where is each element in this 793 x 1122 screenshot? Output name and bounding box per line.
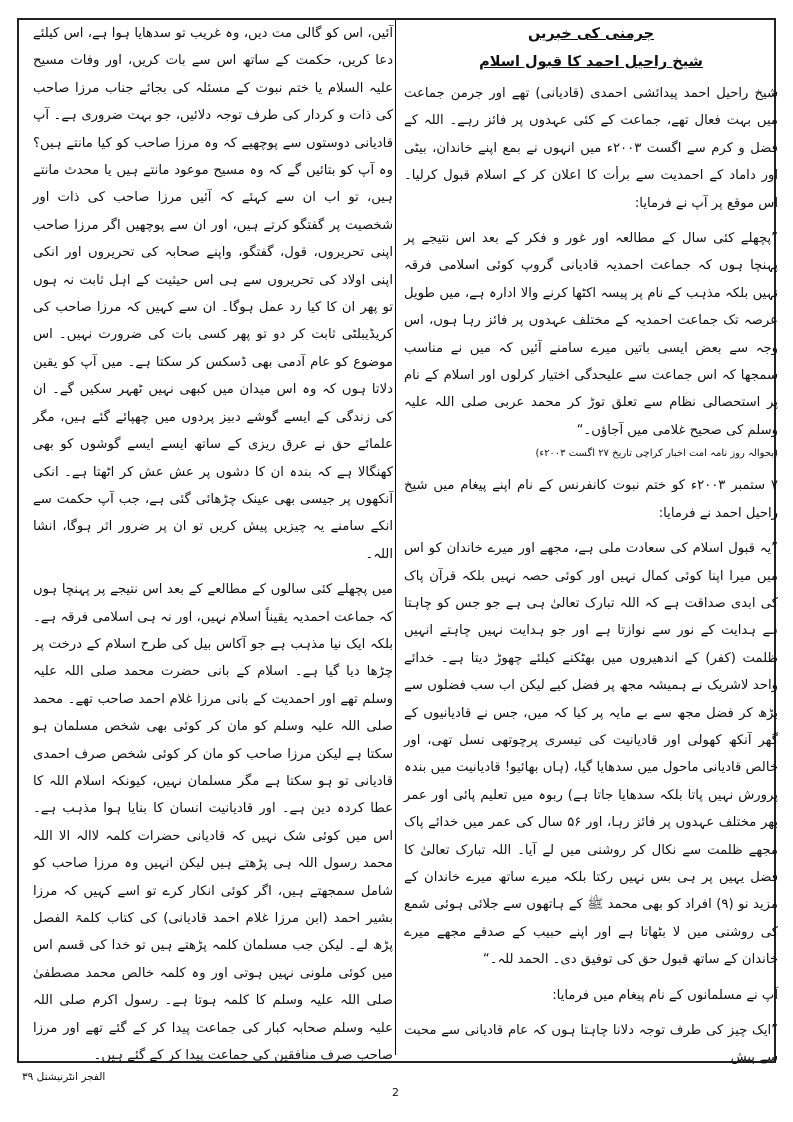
section-heading: آپ نے مسلمانوں کے نام پیغام میں فرمایا: [552,987,778,1003]
quote-citation: (بحوالہ روز نامہ امت اخبار کراچی تاریخ ۲۷ اگست ۲۰۰۳ء) [535,448,778,460]
article-title: جرمنی کی خبریں [527,26,655,42]
intro-paragraph: شیخ راحیل احمد پیدائشی احمدی (قادیانی) تھے اور جرمن جماعت میں بہت فعال تھے، جماعت کے کئی عہدوں پر فائز رہے۔ اللہ کے فضل و کرم سے اگست ۲۰۰۳ء میں انہوں نے بمع اپنے خاندان، بیٹی اور داماد کے احمدیت سے برأت کا اعلان کر کے اسلام قبول کرلیا۔ اس موقع پر آپ نے فرمایا: [404,86,778,211]
quote-paragraph: ”یہ قبول اسلام کی سعادت ملی ہے، مجھے اور میرے خاندان کو اس میں میرا اپنا کوئی کمال نہیں اور کوئی حصہ نہیں بلکہ قرآن پاک کی ابدی صداقت ہے کہ اللہ تبارک تعالیٰ ہی ہے جو جس کو چاہتا ہے ہدایت کے نور سے نوازتا ہے اور جو ہدایت نہیں چاہتے انہیں ظلمت (کفر) کے اندھیروں میں بھٹکنے کیلئے چھوڑ دیتا ہے۔ خدائے واحد لاشریک نے ہمیشہ مجھ پر فضل کیے لیکن اب سب فضلوں سے بڑھ کر فضل مجھ سے بے مایہ پر کیا کہ میں، جس نے قادیانیوں کے گھر آنکھ کھولی اور قادیانیت کی تیسری پرچوتھی نسل تھی، اور خالص قادیانی ماحول میں سدھایا گیا، (ہاں بھائیو! قادیانیت میں بندہ پرورش نہیں پاتا بلکہ سدھایا جاتا ہے) ربوہ میں تعلیم پائی اور عمر بھر مختلف عہدوں پر فائز رہا، اور ۵۶ سال کی عمر میں خدائے پاک مجھے ظلمت سے نکال کر روشنی میں لے آیا۔ اللہ تبارک تعالیٰ کا فضل یہیں پر ہی بس نہیں رکتا بلکہ میرے ساتھ میرے خاندان کے مزید نو (۹) افراد کو بھی محمد ﷺ کے ہاتھوں سے جلائی ہوئی شمع کی روشنی میں لا بٹھاتا ہے اور اپنے حبیب کے صدقے مجھے میرے خاندان کے ساتھ قبول حق کی توفیق دی۔ الحمد للہ۔“ [404,541,778,968]
body-paragraph: آئیں، اس کو گالی مت دیں، وہ غریب تو سدھایا ہوا ہے، اس کیلئے دعا کریں، حکمت کے ساتھ اس سے بات کریں، اور وفات مسیح علیہ السلام یا ختم نبوت کے مسئلہ کی بجائے جناب مرزا صاحب کی ذات و کردار کی طرف توجہ دلائیں، جو بہت ضروری ہے۔ آپ قادیانی دوستوں سے پوچھیے کہ وہ مرزا صاحب کو کیا مانتے ہیں؟ وہ آپ کو بتائیں گے کہ وہ مسیح موعود مانتے ہیں یا محدث مانتے ہیں، تو اب ان سے کہئے کہ آئیں مرزا صاحب کی ذات اور شخصیت پر گفتگو کرتے ہیں، اور ان سے پوچھیں اگر مرزا صاحب اپنی تحریروں، قول، گفتگو، واپنے صحابہ کی تحریروں اور انکی اپنی اولاد کی تحریروں سے ہی اس حیثیت کے اہل ثابت نہ ہوں تو پھر ان کا کیا رد عمل ہوگا۔ ان سے کہیں کہ مرزا صاحب کی کریڈیبلٹی ثابت کر دو تو پھر کسی بات کی ضرورت نہیں۔ اس موضوع کو عام آدمی بھی ڈسکس کر سکتا ہے۔ میں آپ کو یقین دلاتا ہوں کہ وہ اس میدان میں کبھی نہیں ٹھہر سکیں گے۔ ان کی زندگی کے ایسے گوشے دبیز پردوں میں چھپائے گئے ہیں، مگر علمائے حق نے عرق ریزی کے ساتھ ایسے ایسے گوشوں کو بھی کھنگالا ہے کہ بندہ ان کا دشوں پر عش عش کر اٹھتا ہے۔ انکی آنکھوں پر جیسی بھی عینک چڑھائی گئی ہے، جب آپ حکمت سے انکے سامنے یہ چیزیں پیش کریں تو ان پر ضرور اثر ہوگا، انشا اللہ۔ [33,26,393,562]
publication-footer: الفجر انٹرنیشنل ۳۹ [22,1071,106,1083]
quote-paragraph: ”ایک چیز کی طرف توجہ دلانا چاہتا ہوں کہ عام قادیانی سے محبت سے پیش [404,1023,778,1066]
left-column [33,20,393,1077]
right-column [404,20,778,1080]
quote-text: ”پچھلے کئی سال کے مطالعہ اور غور و فکر کے بعد اس نتیجے پر پہنچا ہوں کہ جماعت احمدیہ قادیانی گروپ کوئی اسلامی فرقہ نہیں بلکہ مذہب کے نام پر پیسہ اکٹھا کرنے والا ادارہ ہے، میں طویل عرصہ تک جماعت احمدیہ کے مختلف عہدوں پر فائز رہا ہوں، اس وجہ سے بعض ایسی باتیں میرے سامنے آئیں کہ میں نے مناسب سمجھا کہ اس جماعت سے علیحدگی اختیار کرلوں اور اسلام کے نام پر استحصالی نظام سے تعلق توڑ کر محمد عربی صلی اللہ علیہ وسلم کی صحیح غلامی میں آجاؤں۔“ [404,231,778,438]
page-number: 2 [392,1086,399,1099]
article-subtitle: شیخ راحیل احمد کا قبول اسلام [479,54,703,70]
section-heading: ۷ ستمبر ۲۰۰۳ء کو ختم نبوت کانفرنس کے نام اپنے پیغام میں شیخ راحیل احمد نے فرمایا: [404,478,778,521]
quote-paragraph [404,225,778,464]
column-divider [395,20,396,1055]
body-paragraph: میں پچھلے کئی سالوں کے مطالعے کے بعد اس نتیجے پر پہنچا ہوں کہ جماعت احمدیہ یقیناً اسلام نہیں، اور نہ ہی اسلامی فرقہ ہے۔ بلکہ ایک نیا مذہب ہے جو آکاس بیل کی طرح اسلام کے درخت پر چڑھا دیا گیا ہے۔ اسلام کے بانی حضرت محمد صلی اللہ علیہ وسلم تھے اور احمدیت کے بانی مرزا غلام احمد صاحب تھے۔ محمد صلی اللہ علیہ وسلم کو مان کر کوئی بھی شخص مسلمان ہو سکتا ہے لیکن مرزا صاحب کو مان کر کوئی شخص صرف احمدی قادیانی تو ہو سکتا ہے مگر مسلمان نہیں، کیونکہ اسلام اللہ کا عطا کردہ دین ہے۔ اور قادیانیت انسان کا بنایا ہوا مذہب ہے۔ اس میں کوئی شک نہیں کہ قادیانی حضرات کلمہ لاالہ الا اللہ محمد رسول اللہ ہی پڑھتے ہیں لیکن انہیں وہ مرزا صاحب کو شامل سمجھتے ہیں، اگر کوئی انکار کرے تو اسے کہیں کہ مرزا بشیر احمد (ابن مرزا غلام احمد قادیانی) کی کتاب کلمۃ الفصل پڑھ لے۔ لیکن جب مسلمان کلمہ پڑھتے ہیں تو خدا کی قسم اس میں کوئی ملونی نہیں ہوتی اور وہ کلمہ خالص محمد مصطفیٰ صلی اللہ علیہ وسلم کا کلمہ ہوتا ہے۔ رسول اکرم صلی اللہ علیہ وسلم صحابہ کبار کی جماعت پیدا کر کے گئے تھے اور مرزا صاحب صرف منافقین کی جماعت پیدا کر کے گئے ہیں۔ [33,582,393,1064]
